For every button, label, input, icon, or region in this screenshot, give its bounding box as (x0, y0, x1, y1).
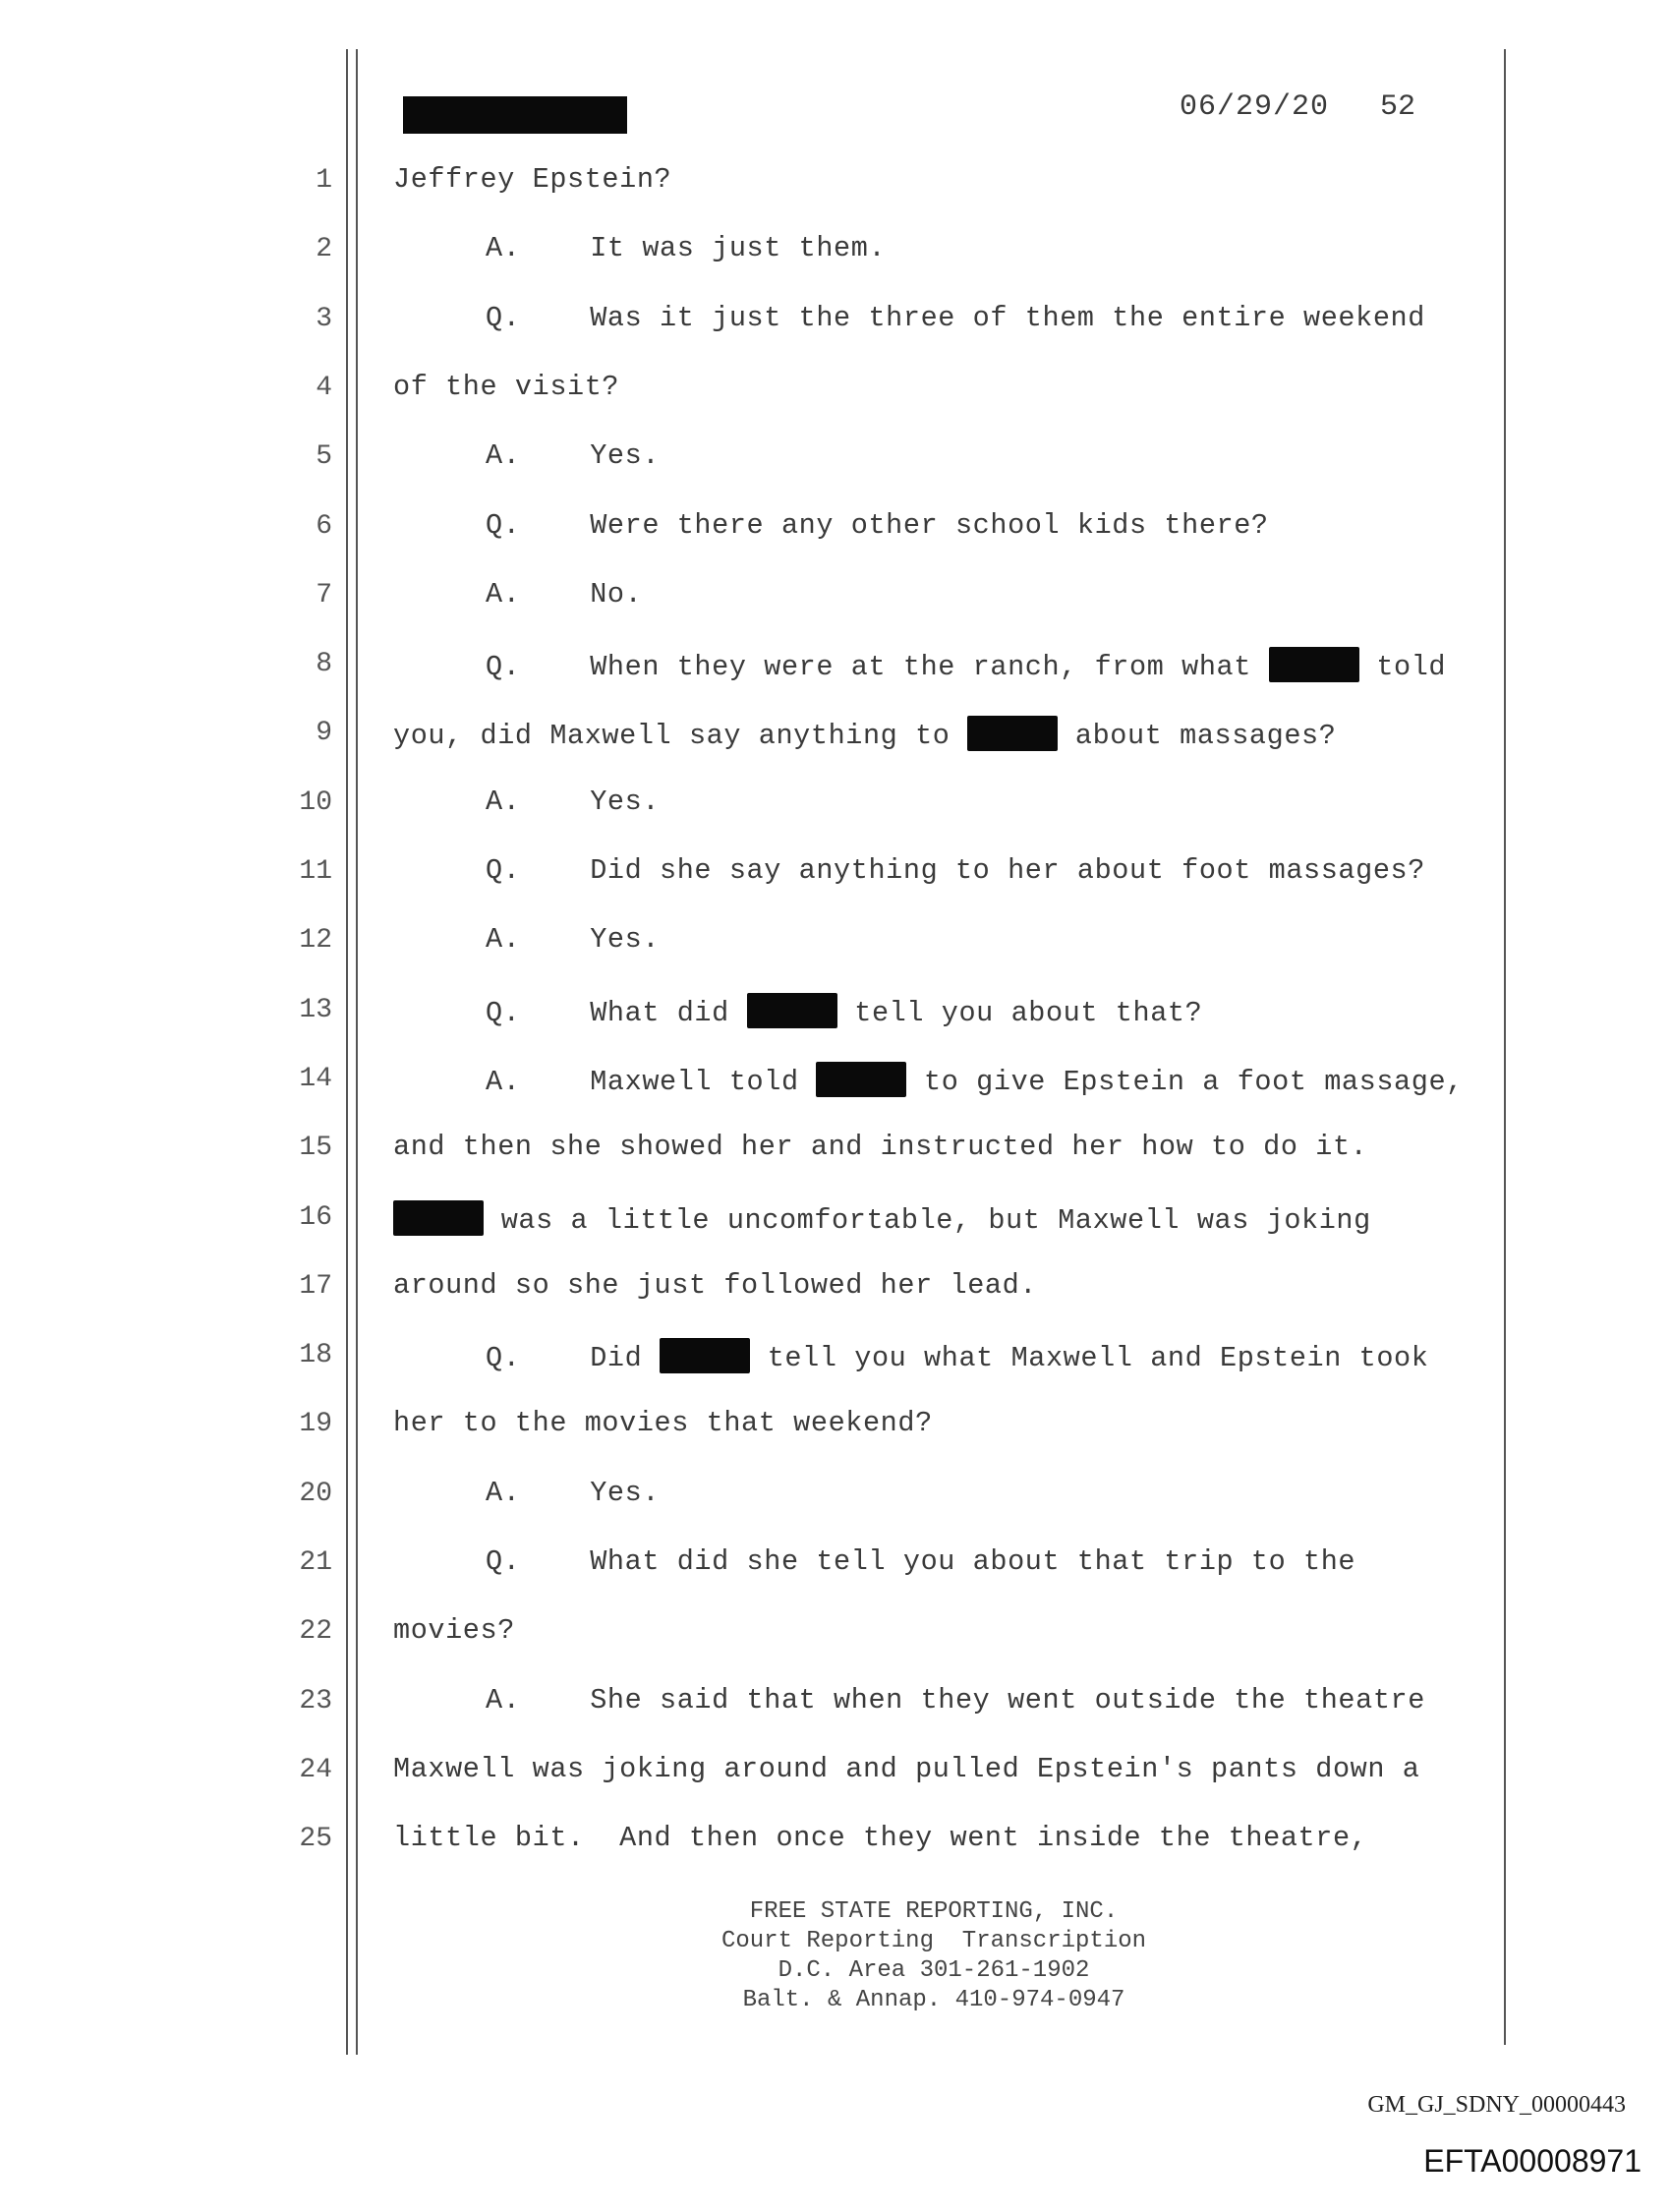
line-text: A. Maxwell told (486, 1066, 817, 1098)
line-text: and then she showed her and instructed her how to do it. (393, 1131, 1368, 1163)
line-text: Q. Was it just the three of them the entire weekend (486, 302, 1425, 334)
transcript-line (393, 1407, 933, 1439)
line-text: Jeffrey Epstein? (393, 163, 672, 196)
line-number: 1 (316, 165, 332, 196)
transcript-line (486, 786, 660, 818)
line-text: Q. Did she say anything to her about foot massages? (486, 854, 1425, 887)
line-text: tell you what Maxwell and Epstein took (750, 1342, 1429, 1374)
footer-balt-phone: Balt. & Annap. 410-974-0947 (742, 1987, 1125, 2013)
line-text: to give Epstein a foot massage, (906, 1066, 1464, 1098)
transcript-line (393, 163, 671, 196)
line-number: 14 (299, 1064, 332, 1094)
line-text: Maxwell was joking around and pulled Epstein's pants down a (393, 1753, 1420, 1785)
line-text: her to the movies that weekend? (393, 1407, 933, 1439)
line-text: was a little uncomfortable, but Maxwell was joking (484, 1204, 1371, 1237)
line-text: A. Yes. (486, 923, 661, 956)
line-number: 12 (299, 925, 332, 956)
transcript-line (393, 1269, 1037, 1302)
transcript-line (393, 371, 619, 403)
line-number: 16 (299, 1202, 332, 1233)
line-number: 10 (299, 787, 332, 818)
line-number: 2 (316, 234, 332, 264)
line-number: 7 (316, 580, 332, 611)
transcript-line (486, 578, 642, 611)
transcript-line (486, 232, 886, 264)
line-text: tell you about that? (836, 997, 1203, 1029)
left-margin-rule-outer (346, 49, 348, 2055)
line-text: told (1358, 651, 1447, 683)
footer-dc-phone: D.C. Area 301-261-1902 (778, 1957, 1090, 1984)
redaction-block (747, 993, 837, 1028)
transcript-line (393, 1822, 1367, 1854)
line-number: 25 (299, 1824, 332, 1854)
page-number: 52 (1380, 90, 1416, 124)
line-number: 19 (299, 1409, 332, 1439)
transcript-line (486, 993, 1202, 1029)
line-text: Q. When they were at the ranch, from what (486, 651, 1269, 683)
transcript-line (393, 1753, 1419, 1785)
line-text: of the visit? (393, 371, 620, 403)
redaction-block (393, 1200, 484, 1236)
line-text: A. Yes. (486, 439, 661, 472)
line-text: movies? (393, 1614, 515, 1647)
line-number: 22 (299, 1616, 332, 1647)
line-number: 9 (316, 718, 332, 748)
line-number: 3 (316, 304, 332, 334)
line-text: A. No. (486, 578, 643, 611)
transcript-line (393, 716, 1336, 752)
transcript-line (486, 439, 660, 472)
line-number: 24 (299, 1755, 332, 1785)
line-text: A. It was just them. (486, 232, 887, 264)
right-margin-rule (1504, 49, 1506, 2045)
line-number: 5 (316, 441, 332, 472)
transcript-line (486, 302, 1425, 334)
line-text: about massages? (1058, 720, 1337, 752)
transcript-line (486, 1338, 1428, 1374)
line-number: 8 (316, 649, 332, 679)
line-number: 23 (299, 1686, 332, 1717)
line-number: 20 (299, 1479, 332, 1509)
transcript-line (486, 923, 660, 956)
line-text: A. Yes. (486, 786, 661, 818)
transcript-line (486, 509, 1269, 542)
line-text: Q. What did (486, 997, 747, 1029)
bates-number: GM_GJ_SDNY_00000443 (1367, 2092, 1626, 2118)
transcript-line (486, 1545, 1355, 1578)
transcript-line (393, 1200, 1371, 1237)
line-number: 6 (316, 511, 332, 542)
transcript-line (486, 1684, 1425, 1717)
left-margin-rule-inner (356, 49, 358, 2055)
line-number: 11 (299, 856, 332, 887)
line-number: 17 (299, 1271, 332, 1302)
line-text: you, did Maxwell say anything to (393, 720, 968, 752)
line-text: Q. What did she tell you about that trip to the (486, 1545, 1356, 1578)
transcript-line (486, 854, 1425, 887)
redaction-block (660, 1338, 750, 1373)
footer-services: Court Reporting Transcription (720, 1928, 1147, 1954)
redaction-block (967, 716, 1058, 751)
redaction-block (1269, 647, 1359, 682)
redaction-block (816, 1062, 906, 1097)
transcript-line (393, 1131, 1367, 1163)
line-number: 15 (299, 1133, 332, 1163)
transcript-line (486, 1062, 1464, 1098)
line-number: 21 (299, 1547, 332, 1578)
line-text: Q. Were there any other school kids there? (486, 509, 1269, 542)
transcript-line (393, 1614, 515, 1647)
transcript-line (486, 1477, 660, 1509)
line-text: A. Yes. (486, 1477, 661, 1509)
footer-company: FREE STATE REPORTING, INC. (749, 1898, 1119, 1925)
line-text: Q. Did (486, 1342, 661, 1374)
header-redaction-block (403, 96, 627, 134)
line-number: 18 (299, 1340, 332, 1370)
line-number: 4 (316, 373, 332, 403)
line-number: 13 (299, 995, 332, 1025)
line-text: little bit. And then once they went inside the theatre, (393, 1822, 1368, 1854)
line-text: A. She said that when they went outside the theatre (486, 1684, 1425, 1717)
line-text: around so she just followed her lead. (393, 1269, 1038, 1302)
reporter-footer (609, 1897, 1258, 2015)
transcript-line (486, 647, 1446, 683)
efta-number: EFTA00008971 (1423, 2143, 1642, 2179)
transcript-date: 06/29/20 (1180, 90, 1330, 124)
